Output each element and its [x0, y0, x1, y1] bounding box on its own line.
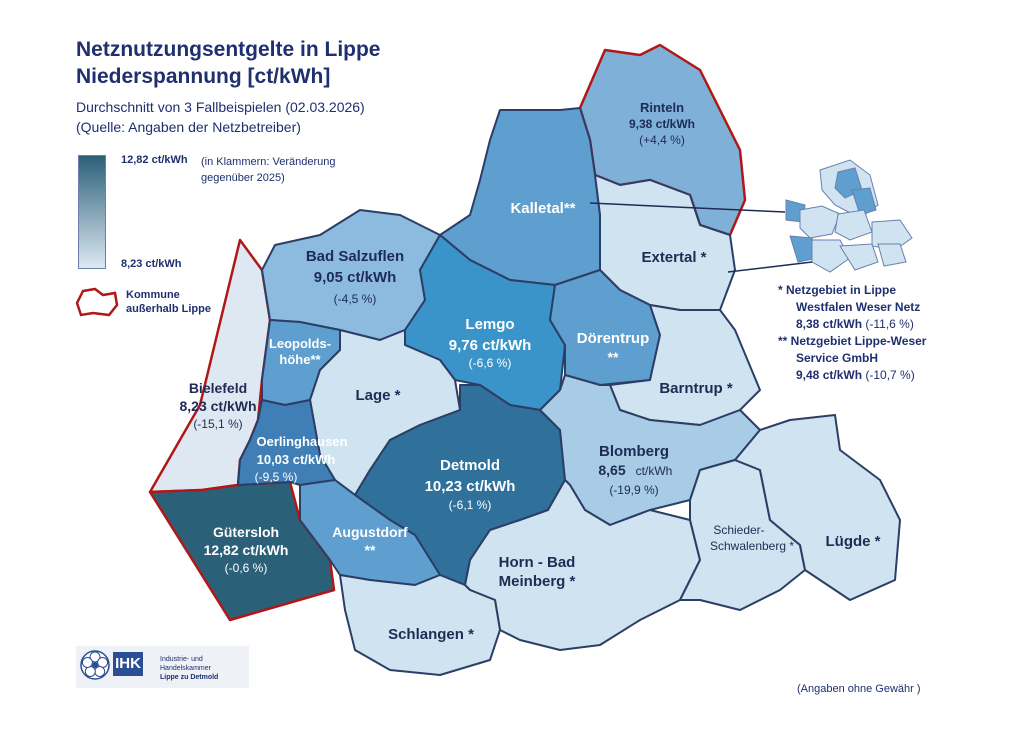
- network-note-line-5: Service GmbH: [796, 351, 879, 365]
- title-line-2: Niederspannung [ct/kWh]: [76, 65, 331, 88]
- detmold-name: Detmold: [440, 457, 500, 474]
- guetersloh-name: Gütersloh: [212, 524, 280, 540]
- network-note-change-1: (-11,6 %): [865, 317, 914, 331]
- title-line-1: Netznutzungsentgelte in Lippe: [76, 38, 381, 61]
- lemgo-name: Lemgo: [465, 316, 515, 333]
- legend-min-value: 8,23 ct/kWh: [121, 258, 182, 270]
- schieder-name-1: Schieder-: [713, 523, 765, 537]
- ihk-name: [160, 655, 250, 682]
- augustdorf-stars: **: [364, 542, 376, 558]
- network-note-line-2: Westfalen Weser Netz: [796, 300, 921, 314]
- lemgo-value: 9,76 ct/kWh: [448, 337, 532, 354]
- inset-minimap: [786, 160, 912, 272]
- kalletal-label: Kalletal**: [510, 200, 576, 217]
- guetersloh-change: (-0,6 %): [224, 561, 268, 575]
- legend-max-value: 12,82 ct/kWh: [121, 154, 188, 166]
- badsalzuflen-change: (-4,5 %): [333, 292, 377, 306]
- barntrup-label: Barntrup *: [659, 380, 733, 397]
- network-note-line-6: [778, 367, 926, 384]
- ihk-logo: [76, 646, 249, 688]
- blomberg-change: (-19,9 %): [609, 483, 659, 497]
- detmold-value: 10,23 ct/kWh: [424, 478, 516, 495]
- leopoldshoehe-name-1: Leopolds-: [268, 336, 332, 351]
- rinteln-value: 9,38 ct/kWh: [628, 117, 696, 131]
- schieder-name-2: Schwalenberg *: [709, 539, 795, 553]
- lage-label: Lage *: [355, 387, 401, 404]
- detmold-change: (-6,1 %): [448, 498, 492, 512]
- outline-swatch-icon: [73, 285, 121, 319]
- guetersloh-value: 12,82 ct/kWh: [203, 542, 289, 558]
- badsalzuflen-name: Bad Salzuflen: [305, 248, 405, 265]
- doerentrup-stars: **: [607, 349, 619, 365]
- network-note-line-4: ** Netzgebiet Lippe-Weser: [778, 334, 927, 348]
- hornbadmeinberg-name-1: Horn - Bad: [498, 554, 576, 571]
- extertal-label: Extertal *: [641, 249, 707, 266]
- rinteln-name: Rinteln: [639, 100, 685, 115]
- disclaimer: (Angaben ohne Gewähr ): [797, 683, 921, 695]
- leopoldshoehe-name-2: höhe**: [279, 352, 321, 367]
- network-note-value-2: 9,48 ct/kWh: [796, 368, 863, 382]
- schlangen-label: Schlangen *: [388, 626, 474, 643]
- legend-max-note: (in Klammern: Veränderung gegenüber 2025): [201, 156, 336, 184]
- legend-outline-label: Kommune außerhalb Lippe: [126, 289, 211, 315]
- network-note-line-1: * Netzgebiet in Lippe: [778, 283, 897, 297]
- luegde-label: Lügde *: [825, 533, 881, 550]
- oerlinghausen-change: (-9,5 %): [254, 470, 298, 484]
- subtitle-line-2: (Quelle: Angaben der Netzbetreiber): [76, 119, 301, 135]
- network-note-value-1: 8,38 ct/kWh: [796, 317, 863, 331]
- bielefeld-name: Bielefeld: [188, 380, 248, 396]
- ihk-abbr: IHK: [113, 652, 143, 676]
- bielefeld-value: 8,23 ct/kWh: [179, 398, 257, 414]
- badsalzuflen-value: 9,05 ct/kWh: [313, 269, 397, 286]
- lemgo-change: (-6,6 %): [468, 356, 512, 370]
- doerentrup-name: Dörentrup: [576, 330, 650, 347]
- ihk-name-line-2: Lippe zu Detmold: [160, 674, 219, 681]
- oerlinghausen-name: Oerlinghausen: [256, 434, 348, 449]
- rose-icon: [80, 650, 110, 680]
- legend-gradient-bar: [78, 155, 106, 269]
- blomberg-value-unit: ct/kWh: [635, 464, 673, 478]
- network-note-change-2: (-10,7 %): [865, 368, 915, 382]
- map-subtitle: [76, 97, 365, 137]
- pointer-line-extertal: [728, 262, 812, 272]
- ihk-name-line-1: Industrie- und Handelskammer: [160, 656, 211, 672]
- bielefeld-change: (-15,1 %): [193, 417, 243, 431]
- blomberg-value: 8,65: [598, 462, 626, 478]
- network-note-line-3: [778, 316, 926, 333]
- rinteln-change: (+4,4 %): [639, 133, 685, 147]
- oerlinghausen-value: 10,03 ct/kWh: [256, 452, 336, 467]
- network-note: [778, 282, 926, 384]
- map-title: [76, 36, 381, 90]
- subtitle-line-1: Durchschnitt von 3 Fallbeispielen (02.03.2026): [76, 99, 365, 115]
- augustdorf-name: Augustdorf: [332, 524, 408, 540]
- hornbadmeinberg-name-2: Meinberg *: [498, 573, 576, 590]
- blomberg-name: Blomberg: [598, 443, 670, 460]
